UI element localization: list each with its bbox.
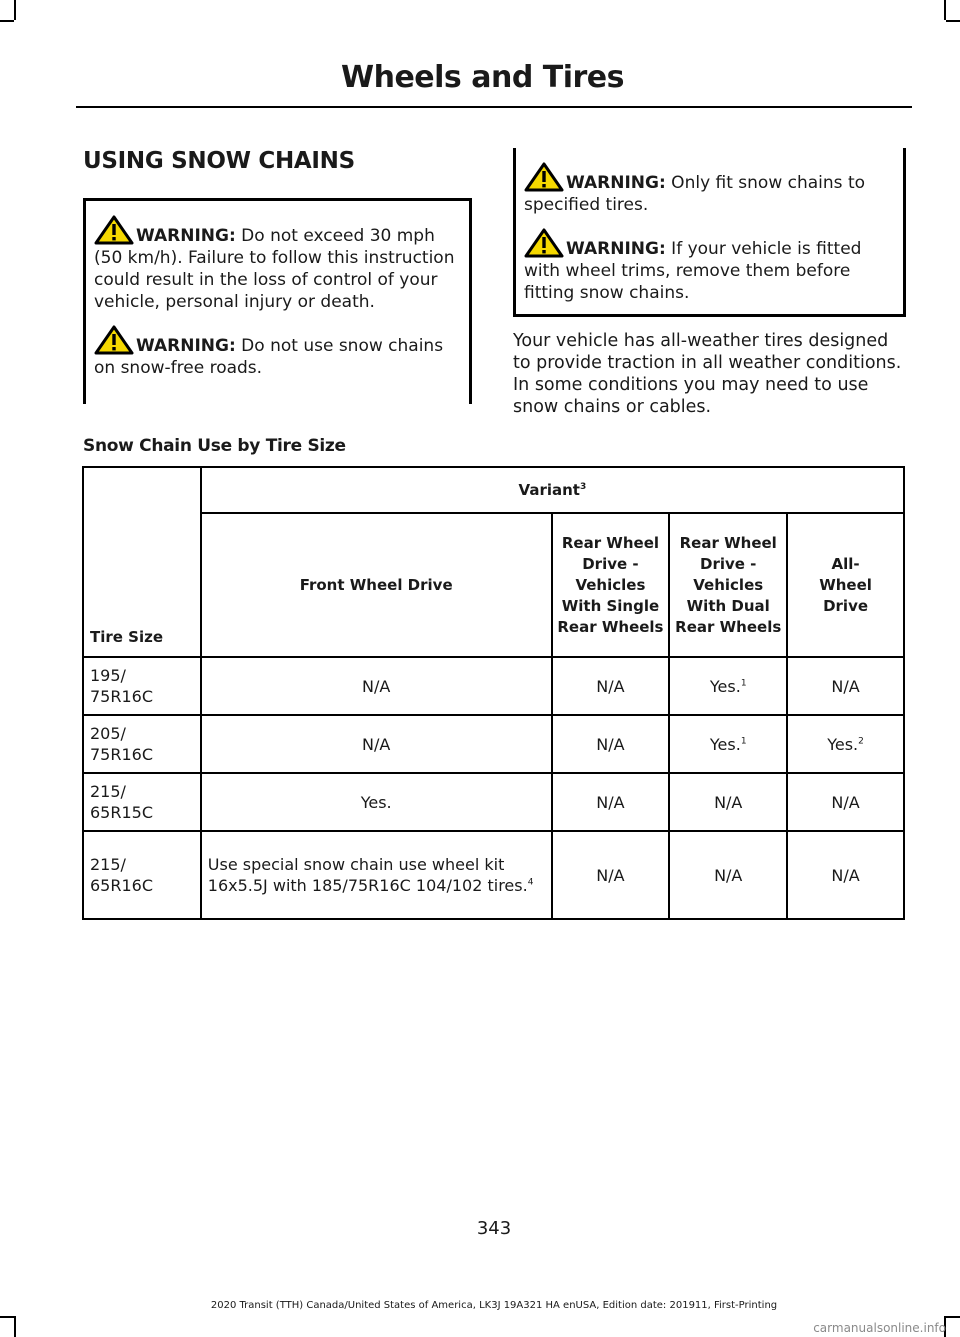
fwd-cell: N/A (201, 657, 552, 715)
column-header-awd: All-Wheel Drive (787, 513, 904, 657)
footnote-marker: 2 (858, 736, 864, 747)
snow-chain-table (82, 466, 905, 920)
warning-triangle-icon (524, 162, 564, 192)
awd-cell (787, 715, 904, 773)
body-paragraph: Your vehicle has all-weather tires designed to provide traction in all weather conditions. In some conditions you may need to use snow chains or cables. (513, 331, 902, 417)
table-header-row (83, 513, 904, 657)
kit-text: Use special snow chain use wheel kit 16x5.5J with 185/75R16C 104/102 tires. (207, 855, 528, 895)
rwd-dual-cell (669, 715, 787, 773)
variant-header-label: Variant (518, 480, 580, 499)
rwd-single-cell: N/A (552, 773, 670, 831)
watermark: carmanualsonline.info (813, 1321, 946, 1335)
warning-label: WARNING: (566, 239, 666, 259)
table-row (83, 831, 904, 919)
footnote-marker: 1 (740, 678, 747, 689)
variant-header (201, 467, 904, 513)
cell-value: Yes. (709, 676, 741, 696)
rwd-dual-cell: N/A (669, 831, 787, 919)
section-heading: USING SNOW CHAINS (83, 148, 355, 174)
footer-edition-line: 2020 Transit (TTH) Canada/United States of America, LK3J 19A321 HA enUSA, Edition date: 201911, First-Printing (210, 1300, 778, 1311)
header-rule (76, 106, 912, 108)
cell-value: Yes. (709, 734, 741, 754)
rwd-dual-cell (669, 773, 787, 831)
footnote-marker: 4 (527, 877, 534, 888)
awd-cell (787, 773, 904, 831)
warning-paragraph (94, 325, 461, 379)
fwd-cell: N/A (201, 715, 552, 773)
table-header-row (83, 467, 904, 513)
tire-size-cell: 215/ 65R16C (83, 831, 201, 919)
crop-mark (946, 20, 960, 22)
cell-value: N/A (714, 792, 743, 812)
warning-triangle-icon (524, 228, 564, 258)
page-number: 343 (476, 1218, 512, 1239)
rwd-single-cell: N/A (552, 715, 670, 773)
warning-paragraph (524, 162, 895, 216)
tire-size-cell: 195/ 75R16C (83, 657, 201, 715)
warning-text: Do not use snow chains on snow-free roads. (94, 336, 444, 378)
tire-size-header: Tire Size (83, 467, 201, 657)
fwd-cell: Yes. (201, 773, 552, 831)
column-header-rwd-dual: Rear Wheel Drive - Vehicles With Dual Rear Wheels (669, 513, 787, 657)
warning-triangle-icon (94, 325, 134, 355)
crop-mark (0, 1316, 14, 1318)
awd-cell: N/A (787, 831, 904, 919)
crop-mark (944, 0, 946, 20)
footnote-marker: 3 (579, 481, 587, 492)
fwd-cell (201, 831, 552, 919)
warning-label: WARNING: (566, 173, 666, 193)
rwd-single-cell: N/A (552, 657, 670, 715)
tire-size-cell: 215/ 65R15C (83, 773, 201, 831)
crop-mark (14, 1316, 16, 1337)
cell-value: Yes. (827, 734, 859, 754)
page-header-title: Wheels and Tires (341, 60, 624, 95)
warning-text: Do not exceed 30 mph (50 km/h). Failure to follow this instruction could result in the loss of control of your vehicle, personal injury or death. (94, 226, 455, 312)
cell-value: N/A (831, 676, 860, 696)
warning-triangle-icon (94, 215, 134, 245)
warning-box-right (513, 148, 906, 317)
warning-label: WARNING: (136, 336, 236, 356)
crop-mark (946, 1316, 960, 1318)
column-header-rwd-single: Rear Wheel Drive - Vehicles With Single Rear Wheels (552, 513, 670, 657)
warning-text: Only fit snow chains to specified tires. (524, 173, 866, 215)
warning-label: WARNING: (136, 226, 236, 246)
rwd-single-cell: N/A (552, 831, 670, 919)
warning-paragraph (94, 215, 461, 313)
crop-mark (0, 20, 14, 22)
cell-value: N/A (831, 792, 860, 812)
warning-box-left (83, 198, 472, 404)
footnote-marker: 1 (740, 736, 747, 747)
table-title: Snow Chain Use by Tire Size (83, 436, 346, 456)
column-header-fwd: Front Wheel Drive (201, 513, 552, 657)
table-row (83, 715, 904, 773)
warning-text: If your vehicle is fitted with wheel trims, remove them before fitting snow chains. (524, 239, 862, 303)
warning-paragraph (524, 228, 895, 304)
tire-size-cell: 205/ 75R16C (83, 715, 201, 773)
table-row (83, 657, 904, 715)
rwd-dual-cell (669, 657, 787, 715)
crop-mark (14, 0, 16, 20)
table-row (83, 773, 904, 831)
awd-cell (787, 657, 904, 715)
